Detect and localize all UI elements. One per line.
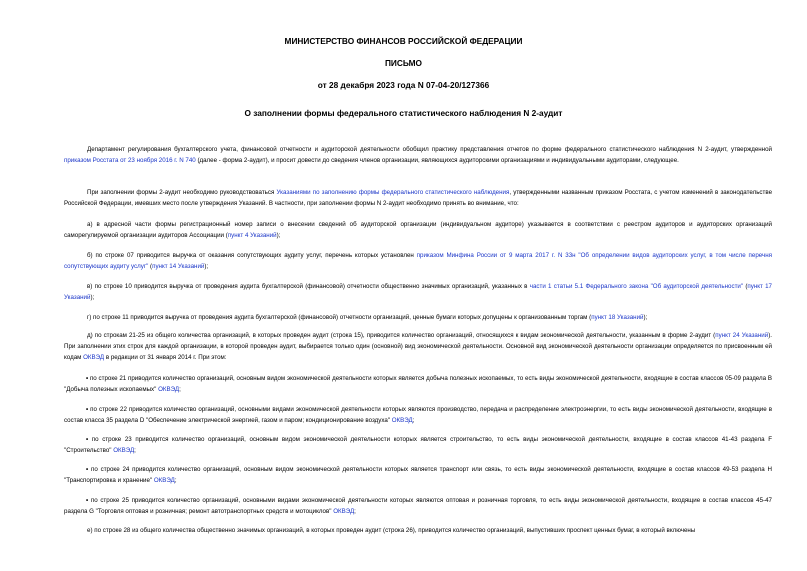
bullet-line-22 [64, 404, 772, 426]
link-order-rosstat[interactable]: приказом Росстата от 23 ноября 2016 г. N 740 [64, 157, 196, 164]
paragraph-d [64, 330, 772, 363]
bullet-icon: • [86, 406, 89, 413]
ministry-heading: МИНИСТЕРСТВО ФИНАНСОВ РОССИЙСКОЙ ФЕДЕРАЦИИ [284, 36, 523, 46]
text: (далее - форма 2-аудит), и просит довести до сведения членов организации, являющихся аудиторскими организациями и индивидуальными аудиторами, следующее. [195, 157, 679, 164]
text: по строке 24 приводится количество организаций, основным видом экономической деятельности которых является транспорт или связь, то есть виды экономической деятельности, входящие в состав классов 49-53 раздела H "Транспортировка и хранение" [64, 466, 772, 484]
text: б) по строке 07 приводится выручка от оказания сопутствующих аудиту услуг, перечень которых установлен [87, 252, 417, 259]
document-type: ПИСЬМО [384, 58, 423, 68]
text: е) по строке 28 из общего количества общественно значимых организаций, в которых проведен аудит (строка 26), приводится количество организаций, выпустивших проспект ценных бумаг, в который включены [87, 527, 696, 534]
text: ( [148, 263, 153, 270]
text: по строке 21 приводится количество организаций, основным видом экономической деятельности которых является добыча полезных ископаемых, то есть виды экономической деятельности, входящие в состав классов 05-09 раздела B "Добыча полезных ископаемых" [64, 375, 772, 393]
text: по строке 23 приводится количество организаций, основным видом экономической деятельности которых является строительство, то есть виды экономической деятельности, входящие в состав классов 41-43 раздела F "Строительство" [64, 436, 772, 454]
document-subject: О заполнении формы федерального статистического наблюдения N 2-аудит [244, 108, 563, 118]
bullet-line-24 [64, 464, 772, 486]
paragraph-v [64, 281, 772, 303]
text: ; [174, 477, 177, 484]
link-order-minfin[interactable]: приказом Минфина России от 9 марта 2017 г. N 33н "Об определении видов аудиторских услуг, в том числе перечня сопутствующих аудиту услуг" [64, 252, 772, 270]
bullet-line-21 [64, 373, 772, 395]
text: в редакции от 31 января 2014 г. При этом: [104, 354, 227, 361]
text: ); [90, 294, 95, 301]
paragraph-g [64, 312, 772, 323]
text: ; [134, 447, 136, 454]
bullet-line-25 [64, 495, 772, 517]
text: по строке 25 приводится количество организаций, основными видами экономической деятельности которых являются оптовая и розничная торговля, то есть виды экономической деятельности, входящие в состав классов 45-47 раздела G "Торговля оптовая и розничная; ремонт автотранспортных средств и мотоциклов" [64, 497, 772, 515]
link-okved[interactable]: ОКВЭД [153, 477, 175, 484]
link-item-17[interactable]: пункт 17 Указаний [64, 283, 773, 301]
paragraph-a [64, 219, 772, 241]
link-okved[interactable]: ОКВЭД [333, 508, 355, 515]
paragraph-instructions [64, 187, 772, 209]
text: д) по строкам 21-25 из общего количества организаций, в которых проведен аудит (строка 15), приводится количество организаций, относящихся к видам экономической деятельности, указанным в форме 2-аудит ( [87, 332, 716, 339]
text: ). При заполнении этих строк для каждой организации, в которой проведен аудит, выбирается только один (основной) вид экономической деятельности. Основной вид экономической деятельности организации определяется по присвоенным ей кодам [64, 332, 772, 361]
link-instructions[interactable]: Указаниями по заполнению формы федерального статистического наблюдения [276, 189, 510, 196]
text: ; [179, 386, 181, 393]
paragraph-intro [64, 144, 772, 166]
text: ); [276, 232, 281, 239]
bullet-icon: • [86, 375, 89, 382]
paragraph-b [64, 250, 772, 272]
document-date-number: от 28 декабря 2023 года N 07-04-20/127366 [317, 80, 490, 90]
bullet-icon: • [86, 436, 89, 443]
link-okved[interactable]: ОКВЭД [158, 386, 180, 393]
link-item-24[interactable]: пункт 24 Указаний [715, 332, 769, 339]
bullet-icon: • [86, 497, 89, 504]
text: ); [643, 314, 648, 321]
link-item-4[interactable]: пункт 4 Указаний [227, 232, 277, 239]
paragraph-e [64, 525, 772, 536]
text: ; [412, 417, 415, 424]
link-item-14[interactable]: пункт 14 Указаний [152, 263, 205, 270]
text: , утвержденными названным приказом Росстата, с учетом изменений в законодательстве Российской Федерации, имевших место после утверждения Указаний. В частности, при заполнении формы N 2-аудит необходимо принять во внимание, что: [64, 189, 773, 207]
text: в) по строке 10 приводится выручка от проведения аудита бухгалтерской (финансовой) отчетности общественно значимых организаций, указанных в [87, 283, 530, 290]
link-federal-law[interactable]: части 1 статьи 5.1 Федерального закона "Об аудиторской деятельности" [529, 283, 744, 290]
text: ( [743, 283, 748, 290]
bullet-line-23 [64, 434, 772, 456]
text: При заполнении формы 2-аудит необходимо руководствоваться [87, 189, 277, 196]
text: Департамент регулирования бухгалтерского учета, финансовой отчетности и аудиторской деятельности обобщил практику представления отчетов по форме федерального статистического наблюдения N 2-аудит, утвержденной [87, 146, 772, 153]
text: ); [204, 263, 209, 270]
link-okved[interactable]: ОКВЭД [391, 417, 413, 424]
text: г) по строке 11 приводится выручка от проведения аудита бухгалтерской (финансовой) отчетности организаций, ценные бумаги которых допущены к организованным торгам ( [87, 314, 592, 321]
text: ; [354, 508, 356, 515]
text: а) в адресной части формы регистрационный номер записи о внесении сведений об аудиторской организации (индивидуальном аудиторе) указывается в соответствии с реестром аудиторов и аудиторских организаций саморегулируемой организации аудиторов Ассоциации ( [64, 221, 772, 239]
link-item-18[interactable]: пункт 18 Указаний [591, 314, 644, 321]
text: по строке 22 приводится количество организаций, основными видами экономической деятельности которых являются производство, передача и распределение электроэнергии, то есть виды экономической деятельности, входящие в состав класса 35 раздела D "Обеспечение электрической энергией, газом и паром; кондиционирование воздуха" [64, 406, 772, 424]
link-okved[interactable]: ОКВЭД [83, 354, 105, 361]
bullet-icon: • [86, 466, 89, 473]
link-okved[interactable]: ОКВЭД [113, 447, 135, 454]
